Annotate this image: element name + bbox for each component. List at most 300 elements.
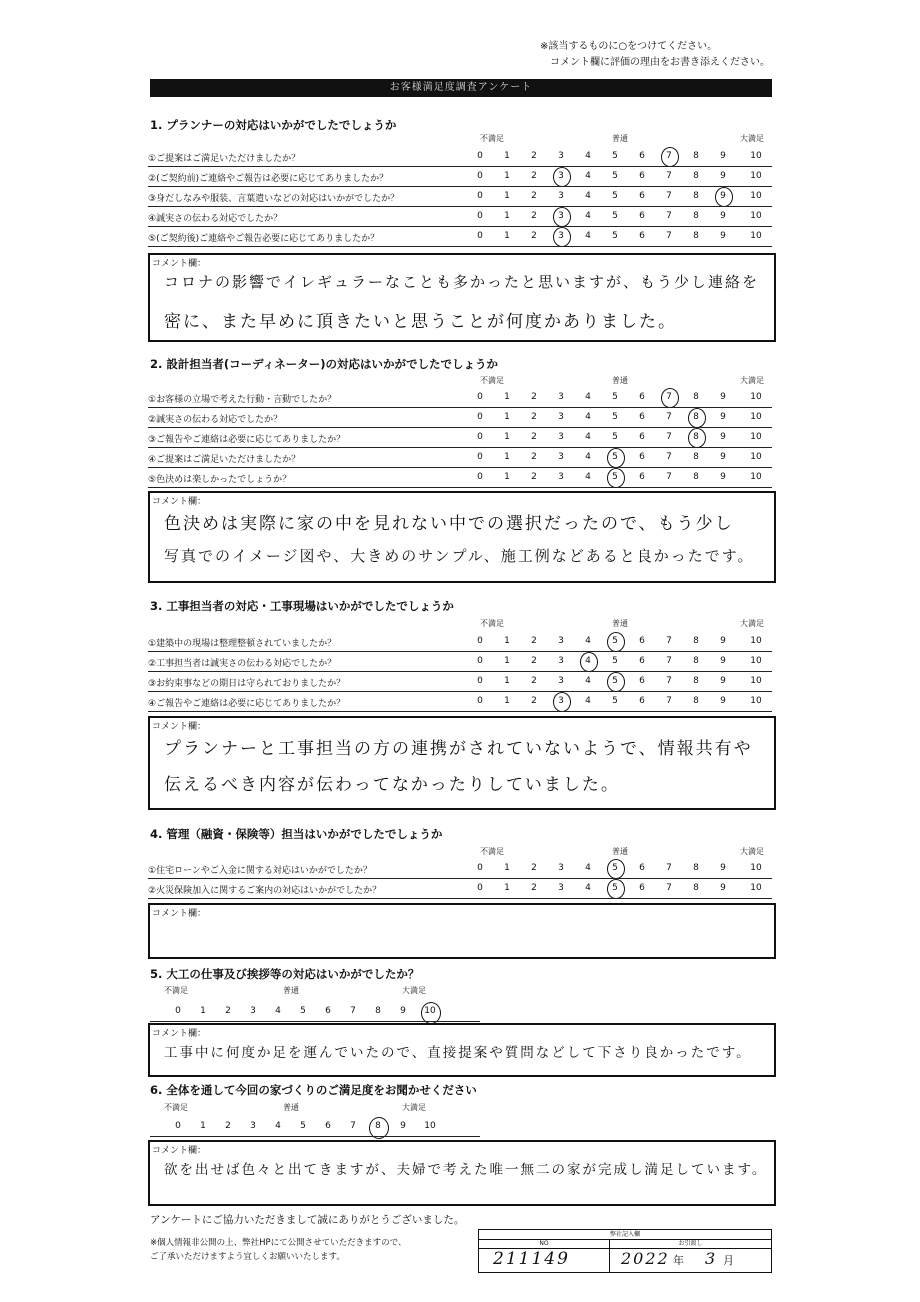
rating-option-2[interactable]: 2	[531, 171, 537, 181]
privacy-note-1: ※個人情報非公開の上、弊社HPにて公開させていただきますので、	[150, 1238, 407, 1248]
rating-option-7[interactable]: 7	[666, 211, 672, 221]
rating-option-2[interactable]: 2	[531, 472, 537, 482]
rating-option-10[interactable]: 10	[750, 171, 762, 181]
rating-option-8[interactable]: 8	[693, 171, 699, 181]
rating-option-0[interactable]: 0	[477, 696, 483, 706]
rating-option-3[interactable]: 3	[558, 452, 564, 462]
question-text: ⑤(ご契約後)ご連絡やご報告必要に応じてありましたか？	[148, 234, 380, 244]
rating-option-9[interactable]: 9	[720, 392, 726, 402]
question-text: ④ご提案はご満足いただけましたか？	[148, 455, 301, 465]
rating-option-0[interactable]: 0	[477, 231, 483, 241]
comment-label: コメント欄：	[152, 722, 207, 732]
rating-option-2[interactable]: 2	[531, 696, 537, 706]
rating-option-3[interactable]: 3	[558, 412, 564, 422]
rating-option-10[interactable]: 10	[750, 392, 762, 402]
rating-row	[148, 147, 772, 167]
rating-option-9[interactable]: 9	[720, 412, 726, 422]
rating-option-8[interactable]: 8	[693, 231, 699, 241]
rating-option-6[interactable]: 6	[639, 656, 645, 666]
rating-option-8[interactable]: 8	[693, 432, 699, 442]
rating-option-8[interactable]: 8	[375, 1006, 381, 1016]
rating-option-4[interactable]: 4	[585, 863, 591, 873]
rating-option-10[interactable]: 10	[750, 883, 762, 893]
comment-box	[148, 716, 776, 810]
rating-option-0[interactable]: 0	[477, 191, 483, 201]
rating-option-9[interactable]: 9	[720, 472, 726, 482]
rating-option-3[interactable]: 3	[558, 676, 564, 686]
rating-option-9[interactable]: 9	[720, 696, 726, 706]
rating-option-7[interactable]: 7	[666, 171, 672, 181]
rating-option-5[interactable]: 5	[300, 1121, 306, 1131]
survey-title-banner: お客様満足度調査アンケート	[150, 79, 772, 97]
rating-option-0[interactable]: 0	[477, 676, 483, 686]
rating-option-5[interactable]: 5	[612, 231, 618, 241]
rating-option-4[interactable]: 4	[275, 1006, 281, 1016]
rating-row	[148, 207, 772, 227]
rating-row	[148, 632, 772, 652]
rating-option-1[interactable]: 1	[504, 472, 510, 482]
selected-circle	[607, 859, 625, 879]
selected-circle	[607, 632, 625, 652]
rating-option-2[interactable]: 2	[531, 883, 537, 893]
rating-option-0[interactable]: 0	[477, 432, 483, 442]
rating-option-1[interactable]: 1	[504, 432, 510, 442]
header-note-2: コメント欄に評価の理由をお書き添えください。	[550, 57, 770, 68]
rating-row	[148, 408, 772, 428]
rating-option-8[interactable]: 8	[693, 676, 699, 686]
selected-circle	[553, 692, 571, 712]
rating-option-10[interactable]: 10	[750, 656, 762, 666]
rating-option-5[interactable]: 5	[612, 392, 618, 402]
rating-option-3[interactable]: 3	[558, 171, 564, 181]
comment-box	[148, 491, 776, 583]
rating-option-1[interactable]: 1	[504, 863, 510, 873]
rating-option-5[interactable]: 5	[612, 676, 618, 686]
rating-option-10[interactable]: 10	[750, 151, 762, 161]
selected-circle	[553, 167, 571, 187]
rating-option-6[interactable]: 6	[639, 392, 645, 402]
rating-row	[148, 187, 772, 207]
rating-option-4[interactable]: 4	[585, 392, 591, 402]
rating-option-3[interactable]: 3	[558, 151, 564, 161]
rating-option-5[interactable]: 5	[612, 151, 618, 161]
rating-option-9[interactable]: 9	[400, 1006, 406, 1016]
rating-option-4[interactable]: 4	[585, 171, 591, 181]
rating-option-5[interactable]: 5	[612, 432, 618, 442]
rating-option-10[interactable]: 10	[750, 432, 762, 442]
rating-option-2[interactable]: 2	[531, 636, 537, 646]
year-value: 2022	[621, 1249, 670, 1268]
rating-option-0[interactable]: 0	[477, 656, 483, 666]
selected-circle	[553, 207, 571, 227]
rating-row	[148, 859, 772, 879]
rating-option-10[interactable]: 10	[750, 231, 762, 241]
rating-option-3[interactable]: 3	[558, 432, 564, 442]
rating-option-0[interactable]: 0	[477, 472, 483, 482]
rating-option-5[interactable]: 5	[612, 191, 618, 201]
rating-option-6[interactable]: 6	[639, 883, 645, 893]
rating-option-2[interactable]: 2	[225, 1121, 231, 1131]
rating-option-9[interactable]: 9	[720, 863, 726, 873]
rating-option-9[interactable]: 9	[400, 1121, 406, 1131]
rating-option-3[interactable]: 3	[558, 636, 564, 646]
question-text: ①ご提案はご満足いただけましたか？	[148, 154, 301, 164]
rating-row	[148, 879, 772, 899]
rating-option-4[interactable]: 4	[585, 676, 591, 686]
comment-handwriting: 密に、また早めに頂きたいと思うことが何度かありました。	[164, 312, 677, 332]
scale-low-label: 不満足	[480, 134, 504, 143]
rating-row	[148, 428, 772, 448]
rating-option-9[interactable]: 9	[720, 452, 726, 462]
rating-option-6[interactable]: 6	[639, 452, 645, 462]
section-title: 5. 大工の仕事及び挨拶等の対応はいかがでしたか？	[150, 967, 420, 981]
rating-option-8[interactable]: 8	[693, 636, 699, 646]
rating-option-8[interactable]: 8	[693, 883, 699, 893]
office-use-table	[478, 1229, 772, 1273]
rating-option-0[interactable]: 0	[477, 392, 483, 402]
rating-option-10[interactable]: 10	[750, 863, 762, 873]
year-unit: 年	[673, 1254, 684, 1267]
rating-option-6[interactable]: 6	[639, 863, 645, 873]
rating-option-2[interactable]: 2	[531, 452, 537, 462]
rating-option-8[interactable]: 8	[693, 656, 699, 666]
rating-option-6[interactable]: 6	[639, 676, 645, 686]
rating-option-4[interactable]: 4	[585, 231, 591, 241]
rating-option-8[interactable]: 8	[693, 472, 699, 482]
comment-handwriting: 伝えるべき内容が伝わってなかったりしていました。	[164, 775, 620, 795]
rating-option-0[interactable]: 0	[477, 211, 483, 221]
rating-option-7[interactable]: 7	[666, 412, 672, 422]
rating-option-2[interactable]: 2	[531, 656, 537, 666]
comment-box	[148, 903, 776, 959]
rating-option-1[interactable]: 1	[504, 211, 510, 221]
comment-label: コメント欄：	[152, 497, 207, 507]
comment-box	[148, 253, 776, 342]
rating-option-10[interactable]: 10	[750, 676, 762, 686]
rating-option-5[interactable]: 5	[612, 656, 618, 666]
scale-low-label: 不満足	[480, 847, 504, 856]
question-text: ①お客様の立場で考えた行動・言動でしたか？	[148, 395, 337, 405]
rating-option-6[interactable]: 6	[639, 171, 645, 181]
question-text: ②火災保険加入に関するご案内の対応はいかがでしたか？	[148, 886, 382, 896]
rating-option-7[interactable]: 7	[666, 231, 672, 241]
rating-option-5[interactable]: 5	[612, 863, 618, 873]
rating-option-10[interactable]: 10	[424, 1121, 436, 1131]
question-text: ④誠実さの伝わる対応でしたか？	[148, 214, 283, 224]
rating-option-10[interactable]: 10	[750, 191, 762, 201]
section-title: 2. 設計担当者(コーディネーター)の対応はいかがでしたでしょうか	[150, 357, 498, 371]
rating-option-7[interactable]: 7	[666, 472, 672, 482]
rating-option-0[interactable]: 0	[175, 1006, 181, 1016]
rating-option-6[interactable]: 6	[639, 472, 645, 482]
rating-option-6[interactable]: 6	[639, 696, 645, 706]
rating-option-10[interactable]: 10	[750, 452, 762, 462]
rating-option-4[interactable]: 4	[275, 1121, 281, 1131]
rating-option-7[interactable]: 7	[666, 636, 672, 646]
rating-option-9[interactable]: 9	[720, 676, 726, 686]
no-header: NO	[479, 1239, 610, 1249]
selected-circle	[607, 879, 625, 899]
selected-circle	[607, 468, 625, 488]
rating-option-10[interactable]: 10	[750, 412, 762, 422]
rating-option-2[interactable]: 2	[531, 231, 537, 241]
rating-option-3[interactable]: 3	[558, 231, 564, 241]
rating-option-9[interactable]: 9	[720, 656, 726, 666]
rating-option-4[interactable]: 4	[585, 696, 591, 706]
question-text: ②工事担当者は誠実さの伝わる対応でしたか？	[148, 659, 337, 669]
scale-high-label: 大満足	[740, 134, 764, 143]
rating-option-8[interactable]: 8	[693, 412, 699, 422]
rating-option-2[interactable]: 2	[531, 151, 537, 161]
rating-option-0[interactable]: 0	[477, 452, 483, 462]
rating-option-5[interactable]: 5	[612, 883, 618, 893]
scale-low-label: 不満足	[480, 376, 504, 385]
rating-option-9[interactable]: 9	[720, 151, 726, 161]
rating-option-3[interactable]: 3	[558, 392, 564, 402]
rating-option-9[interactable]: 9	[720, 171, 726, 181]
rating-option-2[interactable]: 2	[531, 211, 537, 221]
rating-option-4[interactable]: 4	[585, 883, 591, 893]
section-title: 1. プランナーの対応はいかがでしたでしょうか	[150, 118, 397, 132]
rating-option-1[interactable]: 1	[504, 191, 510, 201]
rating-row	[148, 227, 772, 247]
row-divider	[148, 246, 772, 247]
rating-option-2[interactable]: 2	[531, 191, 537, 201]
comment-handwriting: 工事中に何度か足を運んでいたので、直接提案や質問などして下さり良かったです。	[164, 1045, 752, 1061]
rating-option-1[interactable]: 1	[504, 171, 510, 181]
row-divider	[148, 898, 772, 899]
rating-option-6[interactable]: 6	[639, 636, 645, 646]
rating-option-1[interactable]: 1	[504, 151, 510, 161]
comment-handwriting: 色決めは実際に家の中を見れない中での選択だったので、もう少し	[164, 514, 734, 534]
rating-option-9[interactable]: 9	[720, 883, 726, 893]
office-use-header: 弊社記入欄	[479, 1230, 771, 1240]
question-text: ③お約束事などの期日は守られておりましたか？	[148, 679, 346, 689]
privacy-note-2: ご了承いただけますよう宜しくお願いいたします。	[150, 1252, 345, 1262]
scale-mid-label: 普通	[283, 986, 299, 995]
rating-option-3[interactable]: 3	[558, 863, 564, 873]
rating-option-0[interactable]: 0	[477, 412, 483, 422]
question-text: ②誠実さの伝わる対応でしたか？	[148, 415, 283, 425]
rating-option-9[interactable]: 9	[720, 636, 726, 646]
rating-option-0[interactable]: 0	[477, 151, 483, 161]
selected-circle	[688, 428, 706, 448]
rating-option-5[interactable]: 5	[300, 1006, 306, 1016]
comment-label: コメント欄：	[152, 909, 207, 919]
rating-option-4[interactable]: 4	[585, 452, 591, 462]
rating-option-6[interactable]: 6	[639, 231, 645, 241]
table-divider	[609, 1249, 610, 1272]
rating-option-5[interactable]: 5	[612, 412, 618, 422]
rating-option-7[interactable]: 7	[666, 863, 672, 873]
rating-option-0[interactable]: 0	[175, 1121, 181, 1131]
rating-option-4[interactable]: 4	[585, 432, 591, 442]
rating-option-8[interactable]: 8	[693, 392, 699, 402]
rating-option-4[interactable]: 4	[585, 151, 591, 161]
section-title: 4. 管理（融資・保険等）担当はいかがでしたでしょうか	[150, 827, 443, 841]
rating-option-8[interactable]: 8	[693, 863, 699, 873]
scale-mid-label: 普通	[612, 847, 628, 856]
scale-mid-label: 普通	[612, 376, 628, 385]
question-text: ①住宅ローンやご入金に関する対応はいかがでしたか？	[148, 866, 372, 876]
comment-box	[148, 1023, 776, 1077]
scale-mid-label: 普通	[612, 134, 628, 143]
rating-option-9[interactable]: 9	[720, 231, 726, 241]
rating-option-7[interactable]: 7	[666, 151, 672, 161]
header-note-1: ※該当するものに○をつけてください。	[540, 41, 718, 52]
rating-option-0[interactable]: 0	[477, 883, 483, 893]
rating-row	[148, 167, 772, 187]
rating-row	[148, 672, 772, 692]
rating-option-2[interactable]: 2	[531, 863, 537, 873]
selected-circle	[661, 147, 679, 167]
comment-handwriting: 欲を出せば色々と出てきますが、夫婦で考えた唯一無二の家が完成し満足しています。	[164, 1162, 768, 1178]
rating-option-4[interactable]: 4	[585, 472, 591, 482]
rating-option-10[interactable]: 10	[424, 1006, 436, 1016]
selected-circle	[715, 187, 733, 207]
rating-option-7[interactable]: 7	[666, 392, 672, 402]
section-title: 3. 工事担当者の対応・工事現場はいかがでしたでしょうか	[150, 599, 454, 613]
rating-option-2[interactable]: 2	[531, 432, 537, 442]
rating-option-8[interactable]: 8	[693, 696, 699, 706]
comment-box	[148, 1140, 776, 1206]
rating-option-6[interactable]: 6	[639, 412, 645, 422]
rating-option-8[interactable]: 8	[693, 191, 699, 201]
question-text: ②(ご契約前)ご連絡やご報告は必要に応じてありましたか？	[148, 174, 389, 184]
comment-label: コメント欄：	[152, 1029, 207, 1039]
rating-option-3[interactable]: 3	[558, 472, 564, 482]
rating-option-4[interactable]: 4	[585, 412, 591, 422]
scale-mid-label: 普通	[612, 619, 628, 628]
rating-option-8[interactable]: 8	[375, 1121, 381, 1131]
scale-mid-label: 普通	[283, 1103, 299, 1112]
rating-option-1[interactable]: 1	[504, 452, 510, 462]
rating-option-1[interactable]: 1	[504, 412, 510, 422]
rating-option-9[interactable]: 9	[720, 211, 726, 221]
month-value: 3	[705, 1249, 718, 1268]
rating-option-7[interactable]: 7	[666, 676, 672, 686]
question-text: ③身だしなみや服装、言葉遣いなどの対応はいかがでしたか？	[148, 194, 400, 204]
comment-label: コメント欄：	[152, 1146, 207, 1156]
rating-option-1[interactable]: 1	[504, 883, 510, 893]
rating-option-5[interactable]: 5	[612, 171, 618, 181]
rating-option-10[interactable]: 10	[750, 636, 762, 646]
rating-row	[148, 468, 772, 488]
rating-option-7[interactable]: 7	[666, 191, 672, 201]
rating-option-4[interactable]: 4	[585, 191, 591, 201]
rating-option-2[interactable]: 2	[531, 412, 537, 422]
rating-option-3[interactable]: 3	[558, 883, 564, 893]
rating-option-1[interactable]: 1	[504, 696, 510, 706]
scale-low-label: 不満足	[164, 986, 188, 995]
rating-option-2[interactable]: 2	[531, 392, 537, 402]
comment-handwriting: コロナの影響でイレギュラーなことも多かったと思いますが、もう少し連絡を	[164, 273, 760, 291]
question-text: ⑤色決めは楽しかったでしょうか？	[148, 475, 292, 485]
rating-row	[148, 652, 772, 672]
rating-option-3[interactable]: 3	[558, 211, 564, 221]
rating-option-7[interactable]: 7	[666, 656, 672, 666]
rating-option-1[interactable]: 1	[200, 1121, 206, 1131]
scale-low-label: 不満足	[164, 1103, 188, 1112]
rating-option-1[interactable]: 1	[504, 676, 510, 686]
rating-option-4[interactable]: 4	[585, 636, 591, 646]
rating-option-3[interactable]: 3	[250, 1121, 256, 1131]
rating-option-5[interactable]: 5	[612, 452, 618, 462]
row-divider	[148, 487, 772, 488]
rating-option-2[interactable]: 2	[531, 676, 537, 686]
row-divider	[150, 1136, 480, 1137]
selected-circle	[661, 388, 679, 408]
scale-high-label: 大満足	[740, 847, 764, 856]
rating-option-5[interactable]: 5	[612, 211, 618, 221]
rating-option-6[interactable]: 6	[325, 1006, 331, 1016]
rating-option-3[interactable]: 3	[558, 656, 564, 666]
rating-option-1[interactable]: 1	[504, 392, 510, 402]
rating-option-2[interactable]: 2	[225, 1006, 231, 1016]
row-divider	[150, 1021, 480, 1022]
rating-option-7[interactable]: 7	[666, 696, 672, 706]
rating-option-5[interactable]: 5	[612, 696, 618, 706]
rating-row	[148, 388, 772, 408]
rating-option-1[interactable]: 1	[504, 636, 510, 646]
rating-option-9[interactable]: 9	[720, 432, 726, 442]
no-value: 211149	[493, 1249, 570, 1269]
selected-circle	[580, 652, 598, 672]
rating-option-7[interactable]: 7	[666, 883, 672, 893]
rating-option-4[interactable]: 4	[585, 211, 591, 221]
rating-option-7[interactable]: 7	[666, 432, 672, 442]
rating-option-6[interactable]: 6	[639, 151, 645, 161]
rating-option-10[interactable]: 10	[750, 211, 762, 221]
row-divider	[148, 711, 772, 712]
rating-option-3[interactable]: 3	[558, 191, 564, 201]
rating-option-3[interactable]: 3	[250, 1006, 256, 1016]
rating-option-1[interactable]: 1	[504, 656, 510, 666]
rating-option-10[interactable]: 10	[750, 696, 762, 706]
rating-option-3[interactable]: 3	[558, 696, 564, 706]
rating-option-7[interactable]: 7	[350, 1121, 356, 1131]
rating-option-6[interactable]: 6	[639, 191, 645, 201]
comment-handwriting: 写真でのイメージ図や、大きめのサンプル、施工例などあると良かったです。	[164, 547, 755, 565]
rating-option-5[interactable]: 5	[612, 472, 618, 482]
rating-option-7[interactable]: 7	[666, 452, 672, 462]
question-text: ③ご報告やご連絡は必要に応じてありましたか？	[148, 435, 346, 445]
rating-option-1[interactable]: 1	[504, 231, 510, 241]
rating-option-0[interactable]: 0	[477, 863, 483, 873]
rating-option-1[interactable]: 1	[200, 1006, 206, 1016]
selected-circle	[607, 672, 625, 692]
delivery-header: お引渡し	[610, 1239, 771, 1249]
rating-option-0[interactable]: 0	[477, 636, 483, 646]
rating-option-5[interactable]: 5	[612, 636, 618, 646]
rating-option-6[interactable]: 6	[639, 432, 645, 442]
rating-option-8[interactable]: 8	[693, 452, 699, 462]
rating-option-4[interactable]: 4	[585, 656, 591, 666]
rating-option-8[interactable]: 8	[693, 151, 699, 161]
rating-option-9[interactable]: 9	[720, 191, 726, 201]
rating-option-7[interactable]: 7	[350, 1006, 356, 1016]
rating-option-6[interactable]: 6	[325, 1121, 331, 1131]
comment-handwriting: プランナーと工事担当の方の連携がされていないようで、情報共有や	[164, 739, 753, 759]
rating-row	[148, 448, 772, 468]
rating-option-6[interactable]: 6	[639, 211, 645, 221]
scale-high-label: 大満足	[402, 986, 426, 995]
rating-option-10[interactable]: 10	[750, 472, 762, 482]
scale-high-label: 大満足	[740, 619, 764, 628]
rating-option-8[interactable]: 8	[693, 211, 699, 221]
question-text: ④ご報告やご連絡は必要に応じてありましたか？	[148, 699, 346, 709]
rating-option-0[interactable]: 0	[477, 171, 483, 181]
